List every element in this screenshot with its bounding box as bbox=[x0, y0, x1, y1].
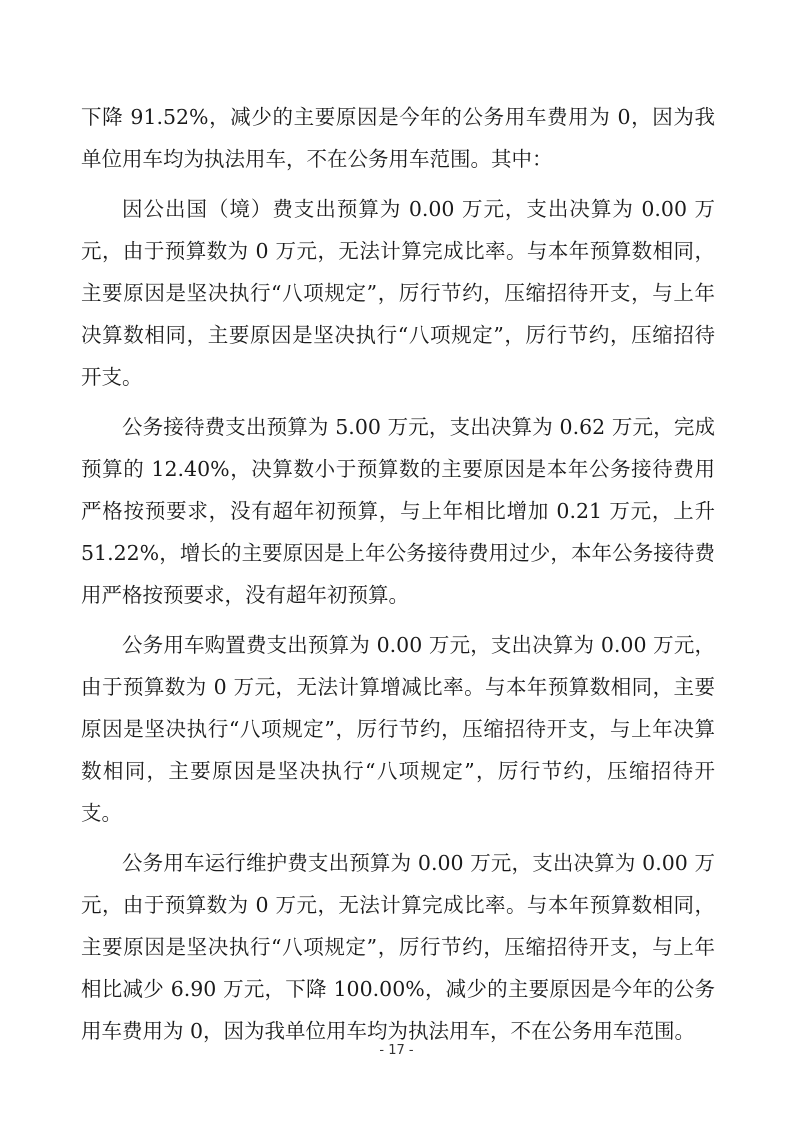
paragraph-overseas-travel: 因公出国（境）费支出预算为 0.00 万元，支出决算为 0.00 万元，由于预算数为 0 万元，无法计算完成比率。与本年预算数相同，主要原因是坚决执行“八项规定”，厉行节约，压缩招待开支，与上年决算数相同，主要原因是坚决执行“八项规定”，厉行节约，压缩招待开支。 bbox=[81, 197, 715, 389]
paragraph-vehicle-purchase: 公务用车购置费支出预算为 0.00 万元，支出决算为 0.00 万元，由于预算数为 0 万元，无法计算增减比率。与本年预算数相同，主要原因是坚决执行“八项规定”，厉行节约，压缩招待开支，与上年决算数相同，主要原因是坚决执行“八项规定”，厉行节约，压缩招待开支。 bbox=[81, 633, 715, 825]
document-body bbox=[81, 96, 715, 1060]
paragraph-continuation: 下降 91.52%，减少的主要原因是今年的公务用车费用为 0，因为我单位用车均为执法用车，不在公务用车范围。其中： bbox=[81, 105, 715, 171]
paragraph-vehicle-maintenance: 公务用车运行维护费支出预算为 0.00 万元，支出决算为 0.00 万元，由于预算数为 0 万元，无法计算完成比率。与本年预算数相同，主要原因是坚决执行“八项规定”，厉行节约，压缩招待开支，与上年相比减少 6.90 万元，下降 100.00%，减少的主要原因是今年的公务用车费用为 0，因为我单位用车均为执法用车，不在公务用车范围。 bbox=[81, 851, 715, 1043]
paragraph-reception-expenses: 公务接待费支出预算为 5.00 万元，支出决算为 0.62 万元，完成预算的 12.40%，决算数小于预算数的主要原因是本年公务接待费用严格按预要求，没有超年初预算，与上年相比增加 0.21 万元，上升 51.22%，增长的主要原因是上年公务接待费用过少，本年公务接待费用严格按预要求，没有超年初预算。 bbox=[81, 415, 715, 607]
page-number: - 17 - bbox=[379, 1043, 414, 1058]
